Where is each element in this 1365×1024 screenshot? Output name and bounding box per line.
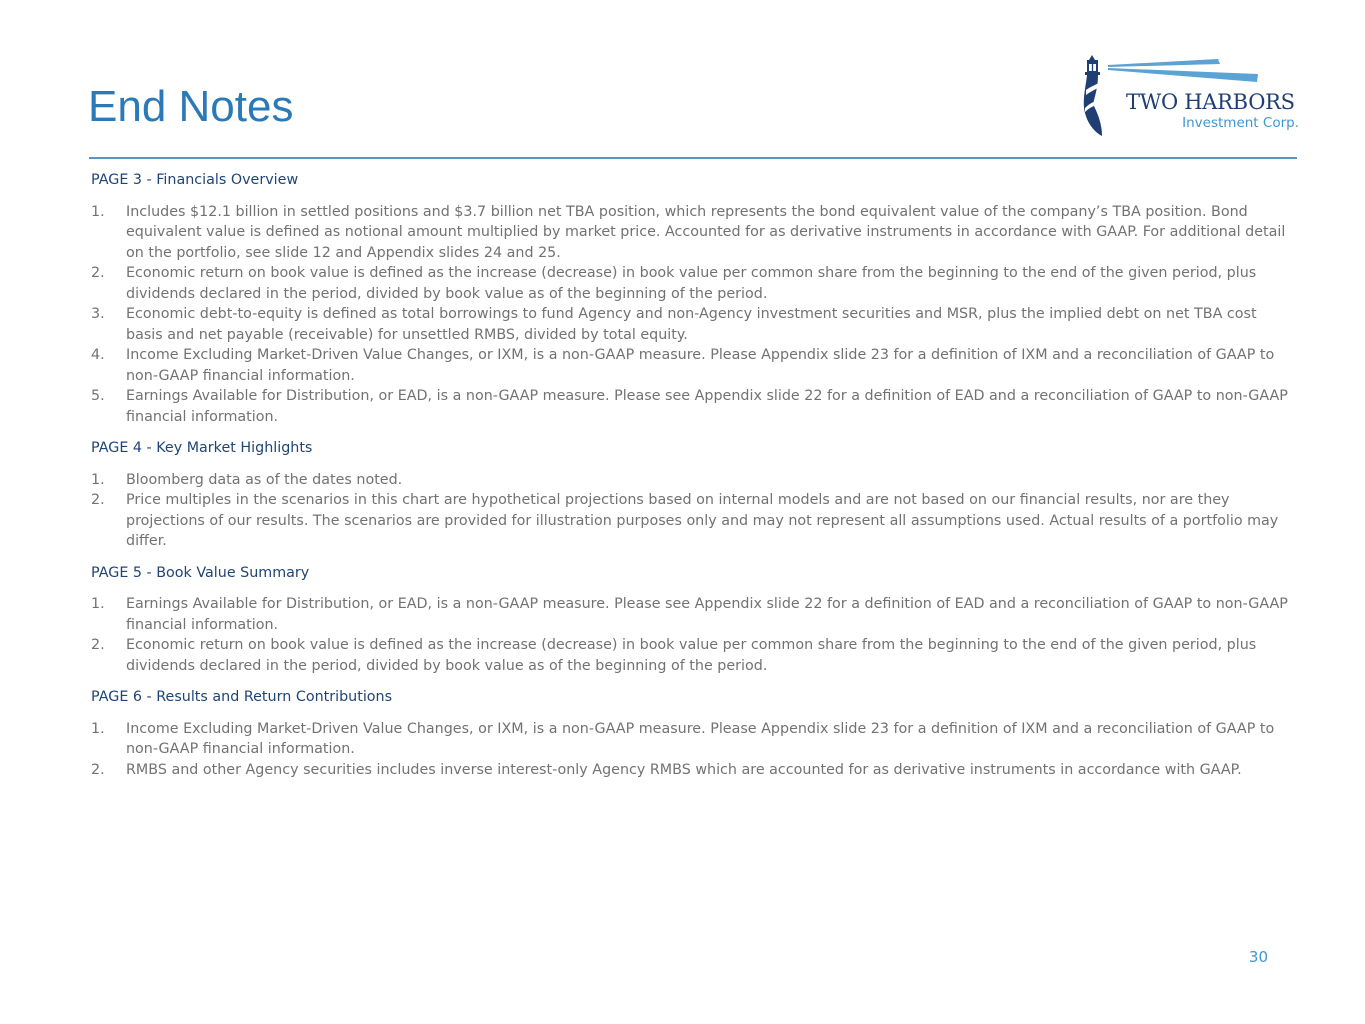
note-number: 1. <box>91 720 105 737</box>
note-item <box>91 470 1296 491</box>
note-item <box>91 594 1296 635</box>
section-heading: PAGE 3 - Financials Overview <box>91 172 299 188</box>
note-text: Includes $12.1 billion in settled positions and $3.7 billion net TBA position, which represents the bond equivalent value of the company’s TBA position. Bond equivalent value is defined as notional amount multiplied by market price. Accounted for as derivative instruments in accordance with GAAP. For additional detail on the portfolio, see slide 12 and Appendix slides 24 and 25. <box>126 203 1286 261</box>
note-item <box>91 263 1296 304</box>
note-text: Earnings Available for Distribution, or EAD, is a non-GAAP measure. Please see Appendix slide 22 for a definition of EAD and a reconciliation of GAAP to non-GAAP financial information. <box>126 596 1288 633</box>
logo-wordmark: TWO HARBORS <box>1126 90 1295 114</box>
note-number: 2. <box>91 761 105 778</box>
note-number: 3. <box>91 306 105 322</box>
note-item <box>91 304 1296 345</box>
note-item <box>91 760 1296 781</box>
section-page-5 <box>91 563 1296 677</box>
endnotes-body <box>91 170 1296 791</box>
section-page-3 <box>91 170 1296 427</box>
note-number: 1. <box>91 203 105 220</box>
note-text: Bloomberg data as of the dates noted. <box>126 471 403 488</box>
note-item <box>91 490 1296 552</box>
note-item <box>91 719 1296 760</box>
page-title: End Notes <box>88 82 294 131</box>
note-number: 5. <box>91 388 105 404</box>
header-divider <box>89 157 1297 159</box>
section-page-4 <box>91 438 1296 552</box>
note-number: 2. <box>91 265 105 281</box>
note-text: Economic debt-to-equity is defined as total borrowings to fund Agency and non-Agency investment securities and MSR, plus the implied debt on net TBA cost basis and net payable (receivable) for unsettled RMBS, divided by total equity. <box>126 306 1257 343</box>
note-number: 4. <box>91 347 105 363</box>
section-page-6 <box>91 687 1296 780</box>
note-text: Earnings Available for Distribution, or EAD, is a non-GAAP measure. Please see Appendix slide 22 for a definition of EAD and a reconciliation of GAAP to non-GAAP financial information. <box>126 388 1288 425</box>
note-text: Economic return on book value is defined as the increase (decrease) in book value per common share from the beginning to the end of the given period, plus dividends declared in the period, divided by book value as of the beginning of the period. <box>126 637 1257 674</box>
note-text: Income Excluding Market-Driven Value Changes, or IXM, is a non-GAAP measure. Please Appendix slide 23 for a definition of IXM and a reconciliation of GAAP to non-GAAP financial information. <box>126 720 1275 757</box>
note-list <box>91 594 1296 676</box>
note-text: Economic return on book value is defined as the increase (decrease) in book value per common share from the beginning to the end of the given period, plus dividends declared in the period, divided by book value as of the beginning of the period. <box>126 265 1257 302</box>
section-heading: PAGE 6 - Results and Return Contributions <box>91 689 393 705</box>
note-number: 2. <box>91 492 105 508</box>
note-number: 1. <box>91 596 105 612</box>
note-item <box>91 345 1296 386</box>
note-item <box>91 635 1296 676</box>
note-text: Income Excluding Market-Driven Value Changes, or IXM, is a non-GAAP measure. Please Appendix slide 23 for a definition of IXM and a reconciliation of GAAP to non-GAAP financial information. <box>126 347 1275 384</box>
page-number: 30 <box>1248 948 1268 966</box>
note-item <box>91 386 1296 427</box>
section-heading: PAGE 4 - Key Market Highlights <box>91 440 313 456</box>
note-text: RMBS and other Agency securities includes inverse interest-only Agency RMBS which are accounted for as derivative instruments in accordance with GAAP. <box>126 761 1242 778</box>
section-heading: PAGE 5 - Book Value Summary <box>91 564 310 581</box>
note-list <box>91 202 1296 428</box>
note-number: 2. <box>91 637 105 653</box>
note-number: 1. <box>91 471 105 488</box>
note-list <box>91 470 1296 552</box>
note-item <box>91 202 1296 264</box>
note-text: Price multiples in the scenarios in this chart are hypothetical projections based on internal models and are not based on our financial results, nor are they projections of our results. The scenarios are provided for illustration purposes only and may not represent all assumptions used. Actual results of a portfolio may differ. <box>126 492 1279 549</box>
note-list <box>91 719 1296 781</box>
logo-tagline: Investment Corp. <box>1182 115 1299 131</box>
company-logo <box>1078 52 1302 142</box>
